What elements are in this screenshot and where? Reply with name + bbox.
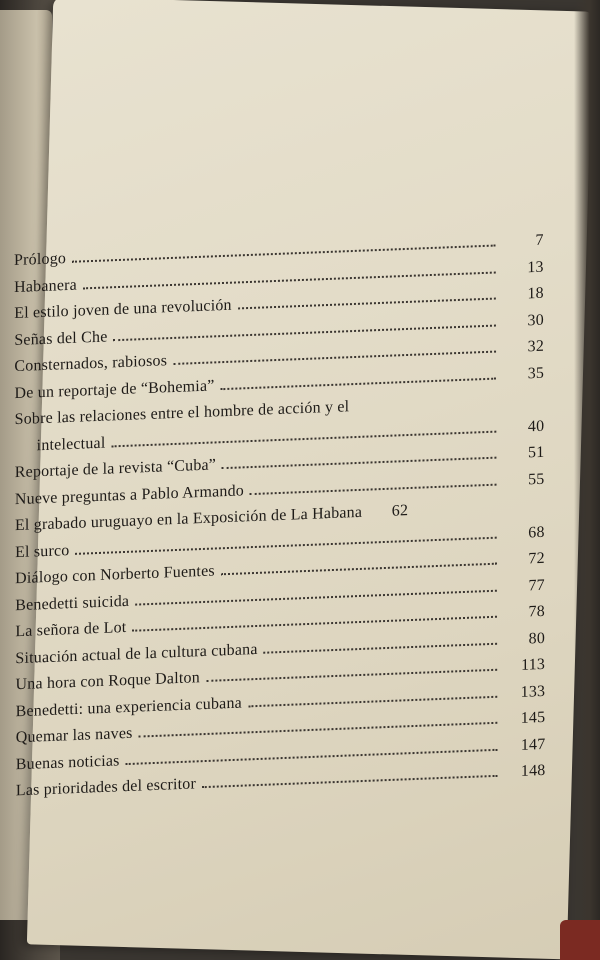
background-right	[574, 0, 600, 960]
toc-entry-page: 32	[527, 337, 545, 356]
dot-leader	[132, 616, 497, 632]
toc-entry-page: 40	[527, 417, 545, 435]
toc-entry-title: Benedetti suicida	[15, 592, 130, 614]
toc-entry-title: Benedetti: una experiencia cubana	[15, 694, 242, 720]
dot-leader	[250, 483, 497, 494]
toc-entry-page: 145	[520, 708, 546, 727]
toc-entry-page: 148	[520, 761, 546, 780]
toc-entry-title: Una hora con Roque Dalton	[15, 669, 200, 694]
dot-leader	[202, 775, 498, 788]
toc-entry-title: Consternados, rabiosos	[14, 352, 168, 376]
toc-entry-title: Habanera	[14, 276, 77, 296]
dot-leader	[139, 722, 498, 738]
dot-leader	[113, 324, 495, 341]
toc-entry-page: 51	[527, 443, 545, 462]
toc-entry-title: Reportaje de la revista “Cuba”	[14, 456, 217, 482]
toc-entry-page: 68	[528, 523, 545, 541]
toc-entry-page: 77	[528, 576, 545, 595]
dot-leader	[135, 589, 497, 605]
dot-leader	[238, 298, 496, 310]
toc-entry-title: El surco	[15, 541, 70, 561]
toc-entry-page	[355, 409, 395, 411]
dot-leader	[221, 563, 497, 576]
toc-entry-title: Quemar las naves	[15, 724, 133, 747]
toc-entry-page: 80	[528, 629, 546, 648]
toc-entry-title: Diálogo con Norberto Fuentes	[15, 562, 215, 588]
dot-leader	[173, 351, 496, 365]
dot-leader	[222, 457, 496, 470]
toc-entry-page: 62	[391, 502, 409, 520]
toc-entry-page: 18	[527, 284, 544, 303]
dot-leader	[83, 271, 496, 289]
toc-entry-page: 147	[520, 735, 546, 754]
dot-leader	[206, 669, 497, 682]
toc-entry-page: 30	[527, 311, 544, 329]
toc-entry-page: 7	[535, 231, 544, 249]
dot-leader	[248, 695, 497, 707]
toc-entry-title: La señora de Lot	[15, 618, 127, 641]
book-cover-corner	[560, 920, 600, 960]
toc-entry-page: 72	[528, 549, 545, 568]
toc-entry-page: 35	[527, 364, 545, 382]
toc-entry-page: 78	[528, 602, 545, 621]
toc-entry-title: De un reportaje de “Bohemia”	[14, 376, 215, 402]
toc-entry-title: Prólogo	[14, 250, 67, 270]
dot-leader	[72, 245, 496, 263]
toc-entry-title: El grabado uruguayo en la Exposición de La Habana	[14, 503, 363, 535]
toc-entry-title: Señas del Che	[14, 327, 108, 349]
toc-entry-title: Situación actual de la cultura cubana	[15, 640, 258, 667]
dot-leader	[126, 748, 498, 764]
toc-entry-page: 133	[520, 682, 546, 701]
toc-entry-title: Nueve preguntas a Pablo Armando	[14, 481, 244, 508]
toc-entry-title: Las prioridades del escritor	[15, 775, 196, 800]
toc-entry-page: 113	[521, 655, 546, 674]
toc-entry-title: El estilo joven de una revolución	[14, 296, 232, 323]
toc-entry-page: 13	[527, 258, 544, 276]
toc-entry-title: intelectual	[36, 434, 106, 454]
toc-entry-title: Sobre las relaciones entre el hombre de acción y el	[14, 398, 350, 429]
dot-leader	[221, 377, 497, 390]
toc-entry-page: 55	[528, 470, 545, 488]
dot-leader	[111, 430, 496, 447]
dot-leader	[75, 536, 496, 554]
dot-leader	[264, 642, 497, 653]
table-of-contents	[14, 232, 546, 809]
toc-entry-title: Buenas noticias	[15, 751, 120, 773]
